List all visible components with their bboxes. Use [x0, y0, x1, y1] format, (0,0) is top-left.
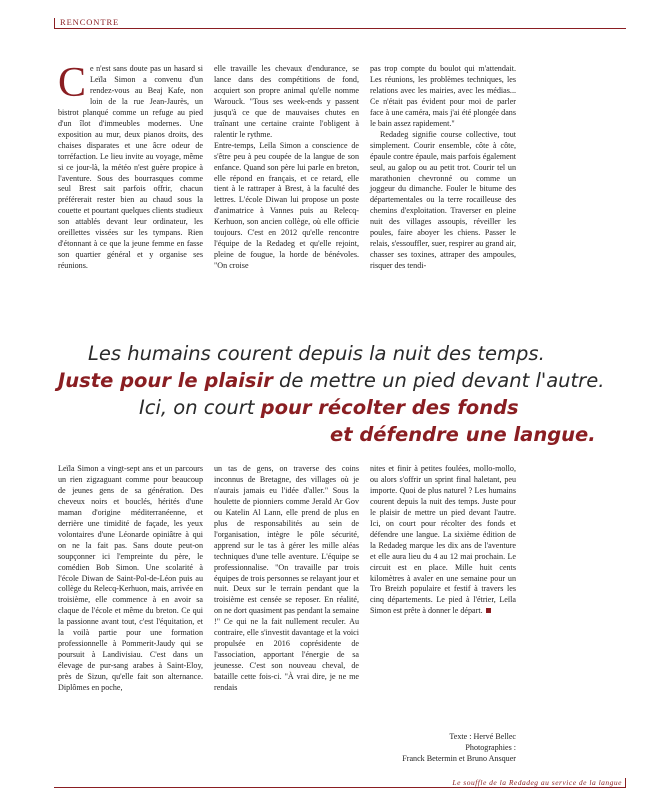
closing-text: nites et finir à petites foulées, mollo-mollo, ou alors s'offrir un sprint final haletant, peu importe. Quoi de plus naturel ? Les humains courent depuis la nuit des temps. Juste pour le plaisir de mettre un pied devant l'autre. Ici, on court pour récolter des fonds et défendre une langue. La sixième édition de la Redadeg marque les dix ans de l'aventure et elle aura lieu du 4 au 12 mai prochain. Le circuit est en place. Mille huit cents kilomètres à avaler en une semaine pour un Tro Breizh populaire et festif à travers les cinq départements. Le pied à l'étrier, Leïla Simon est prête à donner le départ.	[370, 464, 516, 616]
paragraph: elle travaille les chevaux d'endurance, se lance dans des compétitions de fond, acquiert son propre animal qu'elle nomme Warouck. "Tous ses week-ends y passent jusqu'à ce que de mauvaises chutes en traînant une certaine crainte l'obligent à ralentir le rythme.	[214, 64, 359, 139]
pull-quote-line-3	[139, 394, 519, 421]
pull-quote-line-2	[58, 367, 604, 394]
footer-rule-tick	[625, 778, 626, 788]
header-rule	[54, 28, 626, 29]
bottom-column-2	[214, 464, 359, 694]
top-column-1	[58, 60, 203, 272]
paragraph: Entre-temps, Leïla Simon a conscience de s'être peu à peu coupée de la langue de son enfance. Quand son père lui parle en breton, elle répond en français, et ce retard, elle tient à le rattraper à Brest, à la faculté des lettres. L'école Diwan lui propose un poste d'animatrice à Vannes puis au Relecq-Kerhuon, son ancien collège, où elle officie toujours. C'est en 2012 qu'elle rencontre l'équipe de la Redadeg et qu'elle rejoint, pleine de fougue, la horde de bénévoles. "On croise	[214, 140, 359, 271]
bottom-column-1	[58, 464, 203, 694]
paragraph: un tas de gens, on traverse des coins inconnus de Bretagne, des villages où je n'aurais jamais eu l'idée d'aller." Sous la houlette de pionniers comme Jerald Ar Gov ou Katelin Al Lann, elle prend de plus en plus de responsabilités au sein de l'organisation, intègre le pôle sécurité, apprend sur le tas à gérer les mille aléas techniques d'une telle aventure. L'équipe se professionnalise. "On travaille par trois équipes de trois personnes se relayant jour et nuit. Deux sur le terrain pendant que la troisième est censée se reposer. En réalité, on ne dort quasiment pas pendant la semaine !" Ce qui ne la fait nullement reculer. Au contraire, elle s'investit davantage et la voici propulsée en 2016 coprésidente de l'association, apportant l'énergie de sa jeunesse. C'est son nouveau cheval, de bataille cette fois-ci. "À vrai dire, je ne me rendais	[214, 464, 359, 693]
pull-quote-text: Ici, on court	[139, 396, 261, 419]
paragraph: Leïla Simon a vingt-sept ans et un parcours un rien zigzaguant comme pour beaucoup de jeunes gens de sa génération. Des cheveux noirs et bouclés, hérités d'une maman d'origine méditerranéenne, et derrière une timidité de façade, les yeux volontaires d'une Léonarde opiniâtre à qui on ne la fait pas. Sans doute peut-on soupçonner ici l'empreinte du père, le comédien Bob Simon. Une scolarité à l'école Diwan de Saint-Pol-de-Léon puis au collège du Relecq-Kerhuon, mais, arrivée en troisième, elle commence à en avoir sa claque de l'école et même du breton. Ce qui la passionne avant tout, c'est l'équitation, et la voilà partie pour une formation professionnelle à Pommerit-Jaudy qui se poursuit à Landivisiau. C'est dans un élevage de pur-sang arabes à Saint-Eloy, près de Sizun, qu'elle fait son alternance. Diplômes en poche,	[58, 464, 203, 693]
bottom-column-3	[370, 464, 516, 617]
section-rubric: RENCONTRE	[60, 17, 120, 27]
pull-quote-text: de mettre un pied devant l'autre.	[272, 369, 605, 392]
top-column-3	[370, 64, 516, 272]
footer-rule	[54, 787, 626, 788]
paragraph	[370, 464, 516, 617]
drop-cap: C	[58, 60, 87, 106]
pull-quote-line-4	[330, 421, 596, 448]
credit-photographers: Franck Betermin et Bruno Ansquer	[402, 754, 516, 763]
end-mark-icon	[486, 608, 491, 613]
pull-quote-line-1: Les humains courent depuis la nuit des temps.	[88, 342, 545, 365]
pull-quote-accent: et défendre une langue.	[330, 423, 596, 446]
pull-quote-accent: pour récolter des fonds	[260, 396, 519, 419]
credit-photos-label: Photographies :	[465, 743, 516, 752]
top-column-2	[214, 64, 359, 272]
credit-text: Texte : Hervé Bellec	[449, 732, 516, 741]
pull-quote-accent: Juste pour le plaisir	[58, 369, 273, 392]
paragraph: Redadeg signifie course collective, tout simplement. Courir ensemble, côte à côte, épaule contre épaule, mais parfois également seul, au galop ou au petit trot. Courir tel un marathonien chevronné ou comme un joggeur du dimanche. Fouler le bitume des départementales ou la terre rocailleuse des chemins d'exploitation. Traverser en pleine nuit des villages assoupis, réveiller les poules, faire aboyer les chiens. Passer le relais, s'essouffler, suer, respirer au grand air, chasser ses toxines, attraper des ampoules, risquer des tendi-	[370, 129, 516, 271]
paragraph: pas trop compte du boulot qui m'attendait. Les réunions, les problèmes techniques, les relations avec les mairies, avec les médias... Ce n'était pas évident pour moi de parler face à une caméra, mais j'ai été plongée dans le bain assez rapidement."	[370, 64, 516, 128]
running-footer: Le souffle de la Redadeg au service de la langue	[452, 778, 622, 787]
credits	[360, 731, 516, 764]
intro-paragraph: e n'est sans doute pas un hasard si Leïla Simon a convenu d'un rendez-vous au Beaj Kafe, non loin de la rue Jean-Jaurès, un bistrot planqué comme un refuge au pied d'un îlot d'immeubles modernes. Une exposition au mur, deux pianos droits, des chaises disparates et une âcre odeur de torréfaction. Le lieu invite au voyage, même si ce jour-là, la météo n'est guère propice à l'aventure. Sous des bourrasques comme seul Brest sait parfois offrir, chacun préférerait rester bien au chaud sous la couette et pourtant quelques clients studieux son attablés devant leur ordinateur, les oreillettes vissées sur les tympans. Rien d'étonnant à ce que la jeune femme en fasse son quartier général et y organise ses réunions.	[58, 64, 203, 271]
